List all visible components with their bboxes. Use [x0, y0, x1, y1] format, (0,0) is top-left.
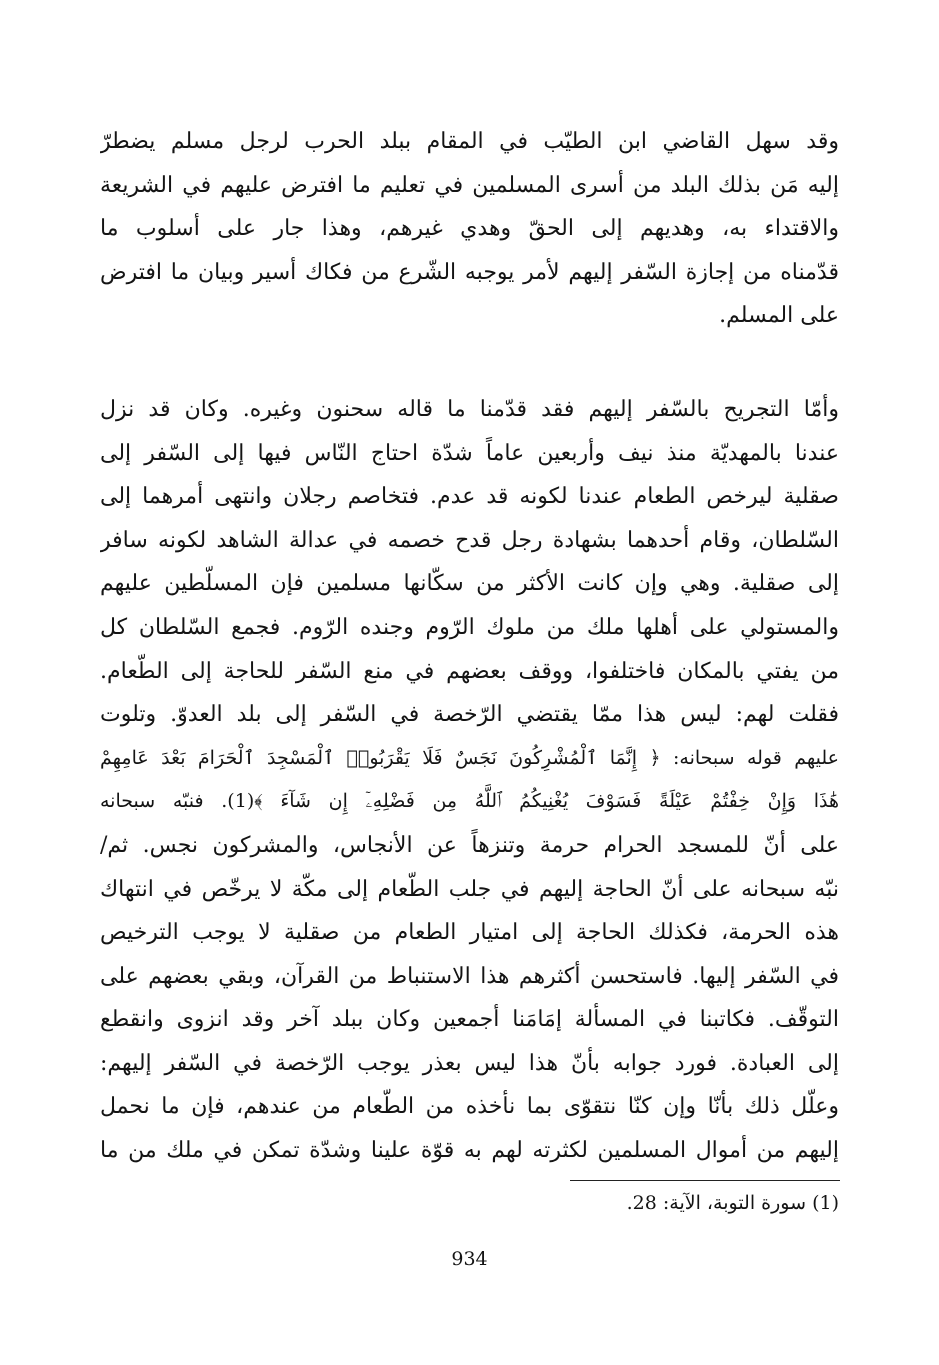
page-number: 934	[451, 1248, 488, 1270]
text-line: هذه الحرمة، فكذلك الحاجة إلى امتيار الطعام من صقلية لا يوجب الترخيص	[100, 920, 839, 946]
text-line: والاقتداء به، وهديهم إلى الحقّ وهدي غيرهم، وهذا جار على أسلوب ما	[100, 216, 839, 242]
quran-verse-line: عليهم قوله سبحانه: ﴿ إِنَّمَا ٱلْمُشْرِكُونَ نَجَسٌ فَلَا يَقْرَبُوا۟ ٱلْمَسْجِدَ ٱلْحَرَامَ بَعْدَ عَامِهِمْ	[100, 746, 839, 769]
footnote: (1) سورة التوبة، الآية: 28.	[626, 1192, 839, 1214]
footnote-divider	[570, 1180, 840, 1181]
text-line: إليهم من أموال المسلمين لكثرته لهم به قوّة علينا وشدّة تمكن في ملك من ما	[100, 1138, 839, 1164]
text-line: نبّه سبحانه على أنّ الحاجة إليهم في جلب الطّعام إلى مكّة لا يرخّص في انتهاك	[100, 876, 839, 902]
text-line: التوقّف. فكاتبنا في المسألة إمَامَنا أجمعين وكان ببلد آخر وقد انزوى وانقطع	[100, 1007, 839, 1033]
paragraph-2	[100, 388, 839, 1173]
text-line: في السّفر إليها. فاستحسن أكثرهم هذا الاستنباط من القرآن، وبقي بعضهم على	[100, 963, 839, 989]
text-line: عندنا بالمهديّة منذ نيف وأربعين عاماً شدّة احتاج النّاس فيها إلى السّفر إلى	[100, 440, 839, 466]
text-line: وأمّا التجريح بالسّفر إليهم فقد قدّمنا ما قاله سحنون وغيره. وكان قد نزل	[100, 396, 839, 422]
text-line: إليه مَن بذلك البلد من أسرى المسلمين في تعليم ما افترض عليهم في الشريعة	[100, 172, 839, 198]
text-line: من يفتي بالمكان فاختلفوا، ووقف بعضهم في منع السّفر للحاجة إلى الطّعام.	[100, 658, 839, 684]
quran-verse-line: هَٰذَا وَإِنْ خِفْتُمْ عَيْلَةً فَسَوْفَ يُغْنِيكُمُ ٱللَّهُ مِن فَضْلِهِۦٓ إِن شَآءَ ﴾(1). فنبّه سبحانه	[100, 790, 839, 813]
text-line: على المسلم.	[719, 303, 839, 329]
text-line: قدّمناه من إجازة السّفر إليهم لأمر يوجبه الشّرع من فكاك أسير وبيان ما افترض	[100, 259, 839, 285]
text-line: فقلت لهم: ليس هذا ممّا يقتضي الرّخصة في السّفر إلى بلد العدوّ. وتلوت	[100, 702, 839, 728]
paragraph-1	[100, 120, 839, 338]
text-line: والمستولي على أهلها ملك من ملوك الرّوم وجنده الرّوم. فجمع السّلطان كل	[100, 614, 839, 640]
paragraph-spacer	[100, 338, 839, 388]
text-line: وعلّل ذلك بأنّا وإن كنّا نتقوّى بما نأخذه من الطّعام من عندهم، فإن ما نحمل	[100, 1094, 839, 1120]
text-line: صقلية ليرخص الطعام عندنا لكونه قد عدم. فتخاصم رجلان وانتهى أمرهما إلى	[100, 484, 839, 510]
text-line: إلى صقلية. وهي وإن كانت الأكثر من سكّانها مسلمين فإن المسلّطين عليهم	[100, 571, 839, 597]
text-line: وقد سهل القاضي ابن الطيّب في المقام ببلد الحرب لرجل مسلم يضطرّ	[100, 129, 839, 154]
text-line: السّلطان، وقام أحدهما بشهادة رجل قدح خصمه في عدالة الشاهد لكونه سافر	[100, 527, 839, 553]
text-line: على أنّ للمسجد الحرام حرمة وتنزهاً عن الأنجاس، والمشركون نجس. ثم/	[100, 832, 839, 858]
main-text	[100, 120, 839, 1173]
text-line: إلى العبادة. فورد جوابه بأنّ هذا ليس بعذر يوجب الرّخصة في السّفر إليهم:	[100, 1050, 839, 1076]
